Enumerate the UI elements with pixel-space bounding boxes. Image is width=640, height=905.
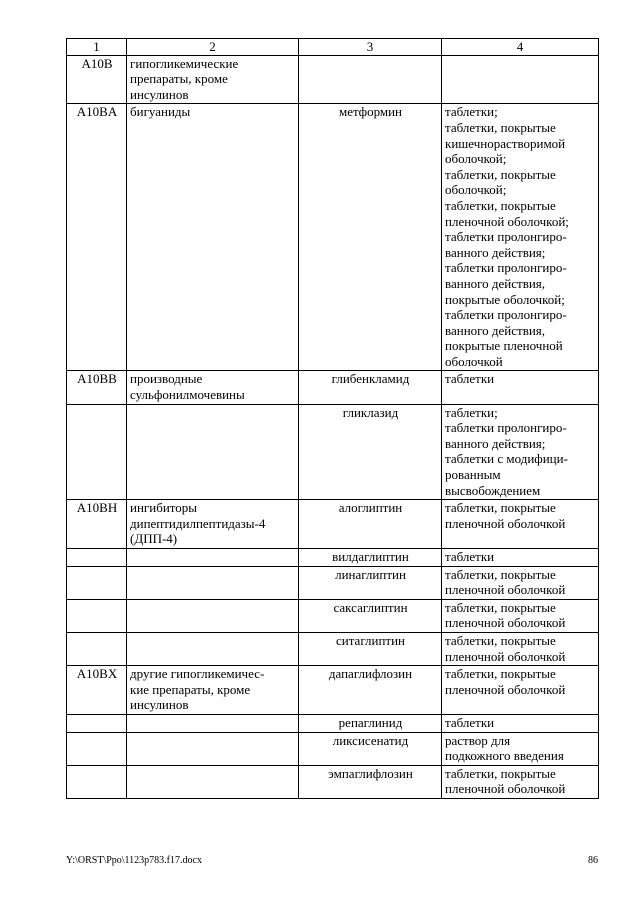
table-row <box>67 732 599 765</box>
code-cell: A10B <box>67 55 127 104</box>
column-header-4: 4 <box>442 39 599 56</box>
dosage-form-cell: таблетки, покрытые пленочной оболочкой <box>442 765 599 798</box>
group-cell: другие гипогликемичес- кие препараты, кроме инсулинов <box>127 666 299 715</box>
page-number: 86 <box>588 855 598 866</box>
column-header-1: 1 <box>67 39 127 56</box>
code-cell <box>67 599 127 632</box>
dosage-form-cell: таблетки, покрытые пленочной оболочкой <box>442 632 599 665</box>
dosage-form-cell: раствор для подкожного введения <box>442 732 599 765</box>
table-row <box>67 371 599 404</box>
code-cell <box>67 566 127 599</box>
inn-cell: ситаглиптин <box>299 632 442 665</box>
inn-cell: саксаглиптин <box>299 599 442 632</box>
group-cell: бигуаниды <box>127 104 299 371</box>
table-row <box>67 404 599 500</box>
group-cell: ингибиторы дипептидилпептидазы-4 (ДПП-4) <box>127 500 299 549</box>
table-row <box>67 632 599 665</box>
code-cell: A10BB <box>67 371 127 404</box>
inn-cell: дапаглифлозин <box>299 666 442 715</box>
table-row <box>67 549 599 567</box>
code-cell <box>67 732 127 765</box>
inn-cell: глибенкламид <box>299 371 442 404</box>
header-row <box>67 39 599 56</box>
group-cell <box>127 599 299 632</box>
inn-cell: ликсисенатид <box>299 732 442 765</box>
table-row <box>67 714 599 732</box>
code-cell <box>67 404 127 500</box>
dosage-form-cell: таблетки; таблетки пролонгиро- ванного действия; таблетки с модифици- рованным высвобождением <box>442 404 599 500</box>
group-cell <box>127 765 299 798</box>
dosage-form-cell: таблетки, покрытые пленочной оболочкой <box>442 599 599 632</box>
inn-cell: эмпаглифлозин <box>299 765 442 798</box>
table-row <box>67 500 599 549</box>
group-cell <box>127 566 299 599</box>
inn-cell: алоглиптин <box>299 500 442 549</box>
file-path: Y:\ORST\Ppo\1123p783.f17.docx <box>66 855 202 866</box>
table-row <box>67 104 599 371</box>
code-cell: A10BH <box>67 500 127 549</box>
dosage-form-cell: таблетки, покрытые пленочной оболочкой <box>442 666 599 715</box>
column-header-2: 2 <box>127 39 299 56</box>
table-row <box>67 765 599 798</box>
inn-cell: гликлазид <box>299 404 442 500</box>
code-cell <box>67 765 127 798</box>
group-cell: гипогликемические препараты, кроме инсулинов <box>127 55 299 104</box>
code-cell <box>67 632 127 665</box>
inn-cell: метформин <box>299 104 442 371</box>
dosage-form-cell: таблетки <box>442 714 599 732</box>
group-cell: производные сульфонилмочевины <box>127 371 299 404</box>
table-row <box>67 599 599 632</box>
dosage-form-cell: таблетки, покрытые пленочной оболочкой <box>442 566 599 599</box>
table-row <box>67 566 599 599</box>
column-header-3: 3 <box>299 39 442 56</box>
dosage-form-cell: таблетки <box>442 371 599 404</box>
dosage-form-cell: таблетки <box>442 549 599 567</box>
dosage-form-cell: таблетки, покрытые пленочной оболочкой <box>442 500 599 549</box>
inn-cell <box>299 55 442 104</box>
group-cell <box>127 732 299 765</box>
inn-cell: линаглиптин <box>299 566 442 599</box>
code-cell <box>67 714 127 732</box>
group-cell <box>127 632 299 665</box>
group-cell <box>127 549 299 567</box>
dosage-form-cell <box>442 55 599 104</box>
code-cell: A10BX <box>67 666 127 715</box>
group-cell <box>127 404 299 500</box>
code-cell: A10BA <box>67 104 127 371</box>
drug-table <box>66 38 599 799</box>
code-cell <box>67 549 127 567</box>
table-row <box>67 666 599 715</box>
inn-cell: вилдаглиптин <box>299 549 442 567</box>
group-cell <box>127 714 299 732</box>
inn-cell: репаглинид <box>299 714 442 732</box>
table-row <box>67 55 599 104</box>
dosage-form-cell: таблетки; таблетки, покрытые кишечнорастворимой оболочкой; таблетки, покрытые оболочкой; таблетки, покрытые пленочной оболочкой; таблетки пролонгиро- ванного действия; таблетки пролонгиро- ванного действия, покрытые оболочкой; таблетки пролонгиро- ванного действия, покрытые пленочной оболочкой <box>442 104 599 371</box>
